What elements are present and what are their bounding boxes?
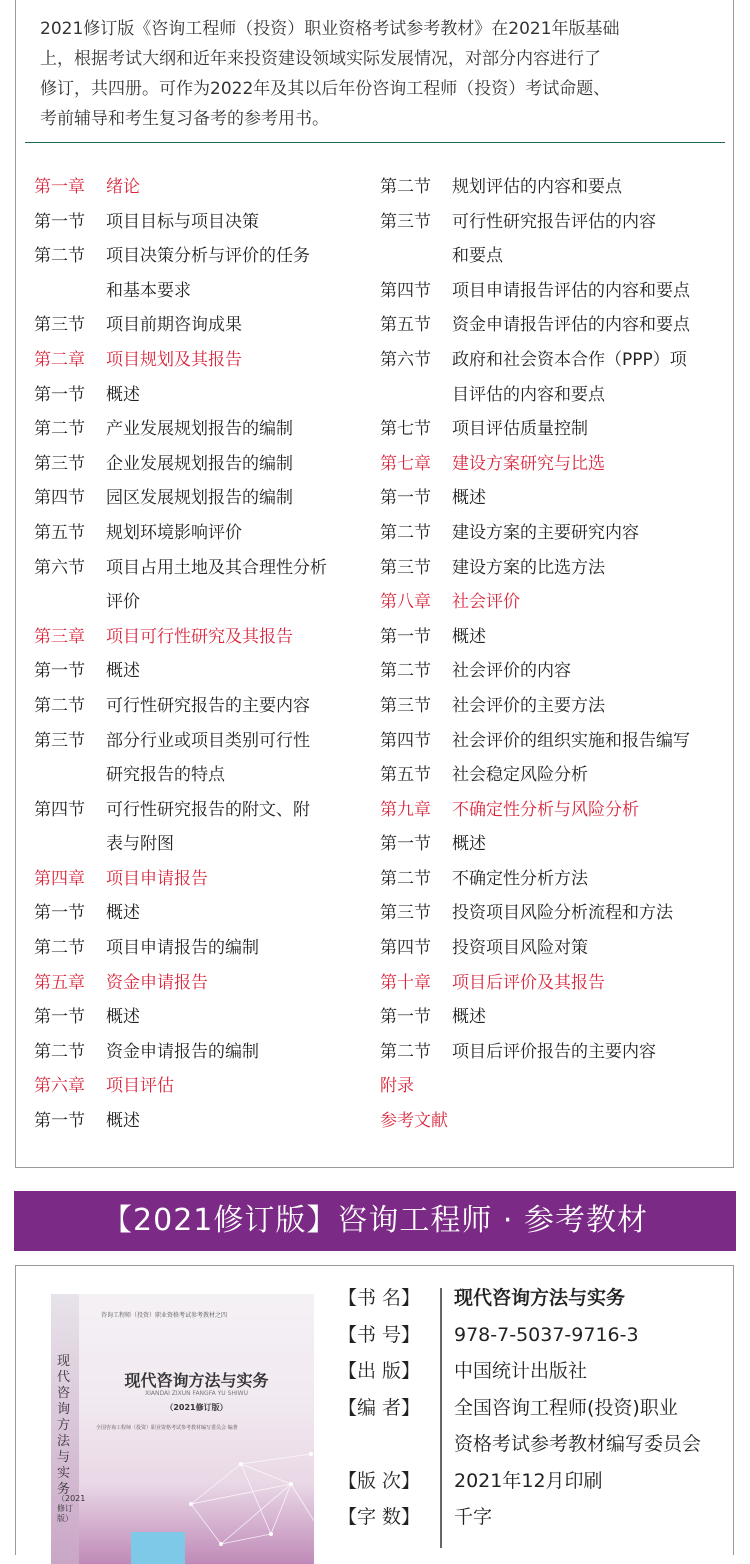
toc-section (380, 481, 730, 516)
toc-right-column (380, 170, 730, 1139)
toc-section (34, 481, 374, 516)
toc-text: 项目后评价报告的主要内容 (452, 1041, 656, 1062)
toc-text: 项目前期咨询成果 (106, 315, 242, 336)
toc-label: 第三节 (34, 315, 85, 336)
intro-line: 考前辅导和考生复习备考的参考用书。 (40, 109, 329, 129)
toc-label: 第一节 (34, 1111, 85, 1132)
toc-text: 社会稳定风险分析 (452, 765, 588, 786)
book-info-panel (15, 1265, 734, 1555)
toc-text: 项目申请报告的编制 (106, 938, 259, 959)
toc-section (380, 343, 730, 378)
toc-text: 部分行业或项目类别可行性 (106, 730, 310, 751)
toc-label: 第七章 (380, 453, 431, 474)
toc-section (380, 654, 730, 689)
toc-label: 第五节 (380, 765, 431, 786)
toc-text: 概述 (106, 384, 140, 405)
info-value: 现代咨询方法与实务 (454, 1287, 626, 1309)
toc-label: 第一节 (34, 211, 85, 232)
toc-section (34, 308, 374, 343)
toc-chapter (380, 585, 730, 620)
toc-text: 附录 (380, 1076, 414, 1097)
toc-section (380, 205, 730, 240)
toc-label: 第三节 (380, 903, 431, 924)
network-graphic (181, 1444, 314, 1564)
cover-accent (131, 1532, 185, 1564)
toc-label: 第二节 (380, 522, 431, 543)
toc-section (380, 551, 730, 586)
toc-text: 资金申请报告 (106, 972, 208, 993)
toc-section (380, 170, 730, 205)
toc-label: 第一节 (34, 903, 85, 924)
book-cover-image (51, 1294, 314, 1564)
toc-label: 第四章 (34, 868, 85, 889)
toc-section (380, 689, 730, 724)
toc-text: 项目评估质量控制 (452, 419, 588, 440)
cover-publisher: 全国咨询工程师（投资）职业资格考试参考教材编写委员会 编著 (96, 1425, 238, 1431)
toc-chapter (34, 620, 374, 655)
toc-section (380, 1035, 730, 1070)
intro-line: 2021修订版《咨询工程师（投资）职业资格考试参考教材》在2021年版基础 (40, 19, 620, 39)
toc-text: 社会评价的内容 (452, 661, 571, 682)
toc-section (34, 1000, 374, 1035)
info-key: 【编 者】 (338, 1396, 421, 1419)
toc-section (34, 1035, 374, 1070)
toc-label: 第四节 (34, 488, 85, 509)
toc-text: 目评估的内容和要点 (452, 384, 605, 405)
toc-text: 政府和社会资本合作（PPP）项 (452, 349, 687, 370)
toc-text: 项目占用土地及其合理性分析 (106, 557, 327, 578)
toc-label: 第二章 (34, 349, 85, 370)
toc-text: 概述 (452, 834, 486, 855)
toc-text: 概述 (106, 903, 140, 924)
toc-section (380, 308, 730, 343)
info-value: 中国统计出版社 (454, 1360, 588, 1382)
toc-label: 第七节 (380, 419, 431, 440)
toc-section (34, 516, 374, 551)
toc-chapter (34, 966, 374, 1001)
toc-continuation (380, 378, 730, 413)
toc-text: 绪论 (106, 177, 140, 197)
toc-label: 第五章 (34, 972, 85, 993)
toc-label: 第二节 (34, 938, 85, 959)
toc-text: 概述 (106, 1007, 140, 1028)
toc-label: 第十章 (380, 972, 431, 993)
toc-continuation (380, 239, 730, 274)
toc-text: 概述 (452, 1007, 486, 1028)
toc-section (34, 724, 374, 759)
toc-label: 第一节 (380, 626, 431, 647)
toc-section (34, 654, 374, 689)
toc-text: 建设方案的主要研究内容 (452, 522, 639, 543)
toc-section (380, 862, 730, 897)
toc-text: 和要点 (452, 246, 503, 267)
toc-text: 不确定性分析与风险分析 (452, 799, 639, 820)
toc-label: 第二节 (34, 1041, 85, 1062)
intro-text (40, 14, 705, 134)
toc-label: 第二节 (380, 177, 431, 197)
toc-section (34, 551, 374, 586)
toc-text: 资金申请报告评估的内容和要点 (452, 315, 690, 336)
toc-text: 和基本要求 (106, 280, 191, 301)
toc-section (34, 447, 374, 482)
toc-text: 项目规划及其报告 (106, 349, 242, 370)
toc-text: 不确定性分析方法 (452, 868, 588, 889)
info-row (338, 1426, 701, 1463)
toc-text: 社会评价的主要方法 (452, 695, 605, 716)
toc-section (34, 412, 374, 447)
toc-text: 项目决策分析与评价的任务 (106, 246, 310, 267)
book-spine (51, 1294, 86, 1564)
info-value: 全国咨询工程师(投资)职业 (454, 1396, 678, 1419)
toc-text: 规划评估的内容和要点 (452, 177, 622, 197)
toc-text: 投资项目风险对策 (452, 938, 588, 959)
toc-label: 第一节 (34, 661, 85, 682)
toc-label: 第二节 (380, 661, 431, 682)
toc-label: 第五节 (34, 522, 85, 543)
toc-text: 项目评估 (106, 1076, 174, 1097)
toc-section (34, 689, 374, 724)
toc-label: 第三节 (34, 730, 85, 751)
toc-section (380, 1000, 730, 1035)
toc-text: 建设方案的比选方法 (452, 557, 605, 578)
toc-chapter (34, 170, 374, 205)
toc-text: 资金申请报告的编制 (106, 1041, 259, 1062)
toc-label: 第三节 (34, 453, 85, 474)
info-key: 【版 次】 (338, 1469, 421, 1492)
toc-continuation (34, 827, 374, 862)
cover-title: 现代咨询方法与实务 (124, 1371, 269, 1390)
toc-label: 第一章 (34, 177, 85, 197)
toc-label: 第一节 (34, 1007, 85, 1028)
intro-line: 上，根据考试大纲和近年来投资建设领域实际发展情况，对部分内容进行了 (40, 49, 601, 69)
info-row (338, 1463, 701, 1500)
toc-section (380, 620, 730, 655)
toc-label: 第四节 (380, 730, 431, 751)
toc-text: 概述 (452, 488, 486, 509)
toc-label: 第三节 (380, 211, 431, 232)
toc-label: 第五节 (380, 315, 431, 336)
cover-edition: （2021修订版） (165, 1403, 228, 1412)
toc-label: 第二节 (34, 246, 85, 267)
toc-text: 社会评价 (452, 592, 520, 613)
toc-label: 第八章 (380, 592, 431, 613)
toc-section (34, 378, 374, 413)
toc-appendix (380, 1069, 730, 1104)
toc-text: 项目后评价及其报告 (452, 972, 605, 993)
toc-text: 项目申请报告评估的内容和要点 (452, 280, 690, 301)
toc-label: 第四节 (34, 799, 85, 820)
toc-chapter (380, 966, 730, 1001)
toc-text: 评价 (106, 592, 140, 613)
info-value: 978-7-5037-9716-3 (454, 1323, 639, 1346)
info-key: 【出 版】 (338, 1360, 421, 1382)
toc-appendix (380, 1104, 730, 1139)
toc-text: 研究报告的特点 (106, 765, 225, 786)
toc-label: 第六章 (34, 1076, 85, 1097)
info-row (338, 1390, 701, 1427)
toc-text: 规划环境影响评价 (106, 522, 242, 543)
toc-section (34, 793, 374, 828)
toc-text: 概述 (452, 626, 486, 647)
toc-section (380, 274, 730, 309)
toc-chapter (380, 793, 730, 828)
info-key: 【书 名】 (338, 1287, 421, 1309)
toc-left-column (34, 170, 374, 1139)
toc-section (380, 758, 730, 793)
cover-pinyin: XIANDAI ZIXUN FANGFA YU SHIWU (145, 1390, 248, 1397)
toc-label: 第三节 (380, 557, 431, 578)
toc-chapter (380, 447, 730, 482)
toc-label: 第三章 (34, 626, 85, 647)
toc-section (380, 724, 730, 759)
spine-edition: （2021修订版） (57, 1494, 86, 1523)
toc-section (380, 516, 730, 551)
toc-text: 可行性研究报告的主要内容 (106, 695, 310, 716)
toc-chapter (34, 862, 374, 897)
toc-label: 第六节 (34, 557, 85, 578)
toc-section (34, 239, 374, 274)
toc-text: 企业发展规划报告的编制 (106, 453, 293, 474)
info-value: 资格考试参考教材编写委员会 (454, 1433, 702, 1455)
spine-title: 现代咨询方法与实务 (57, 1354, 71, 1497)
toc-label: 第六节 (380, 349, 431, 370)
toc-section (380, 931, 730, 966)
toc-label: 第四节 (380, 280, 431, 301)
book-info-list (338, 1280, 701, 1536)
toc-text: 项目目标与项目决策 (106, 211, 259, 232)
info-row (338, 1317, 701, 1354)
toc-label: 第二节 (34, 419, 85, 440)
toc-label: 第四节 (380, 938, 431, 959)
info-key: 【书 号】 (338, 1323, 421, 1346)
toc-text: 投资项目风险分析流程和方法 (452, 903, 673, 924)
toc-text: 社会评价的组织实施和报告编写 (452, 730, 690, 751)
toc-section (380, 412, 730, 447)
toc-text: 建设方案研究与比选 (452, 453, 605, 474)
toc-label: 第三节 (380, 695, 431, 716)
info-key (338, 1426, 438, 1463)
toc-text: 概述 (106, 1111, 140, 1132)
toc-text: 可行性研究报告评估的内容 (452, 211, 656, 232)
toc-section (34, 931, 374, 966)
divider (25, 142, 725, 143)
toc-text: 概述 (106, 661, 140, 682)
toc-label: 第一节 (380, 834, 431, 855)
info-row (338, 1499, 701, 1536)
toc-label: 第一节 (380, 488, 431, 509)
toc-section (380, 896, 730, 931)
toc-chapter (34, 343, 374, 378)
toc-text: 项目申请报告 (106, 868, 208, 889)
toc-text: 参考文献 (380, 1111, 448, 1132)
toc-label: 第一节 (34, 384, 85, 405)
toc-continuation (34, 585, 374, 620)
toc-section (34, 896, 374, 931)
intro-line: 修订，共四册。可作为2022年及其以后年份咨询工程师（投资）考试命题、 (40, 79, 611, 99)
info-row (338, 1280, 701, 1317)
info-row (338, 1353, 701, 1390)
toc-text: 产业发展规划报告的编制 (106, 419, 293, 440)
info-value: 2021年12月印刷 (454, 1469, 603, 1492)
toc-label: 第二节 (380, 1041, 431, 1062)
cover-series: 咨询工程师（投资）职业资格考试参考教材之四 (101, 1312, 228, 1319)
toc-label: 第二节 (34, 695, 85, 716)
toc-label: 第九章 (380, 799, 431, 820)
toc-label: 第一节 (380, 1007, 431, 1028)
toc-text: 可行性研究报告的附文、附 (106, 799, 310, 820)
toc-continuation (34, 758, 374, 793)
toc-section (34, 205, 374, 240)
toc-text: 表与附图 (106, 834, 174, 855)
edition-banner: 【2021修订版】咨询工程师 · 参考教材 (14, 1191, 736, 1251)
toc-continuation (34, 274, 374, 309)
toc-section (34, 1104, 374, 1139)
toc-text: 园区发展规划报告的编制 (106, 488, 293, 509)
toc-section (380, 827, 730, 862)
toc-label: 第二节 (380, 868, 431, 889)
toc-chapter (34, 1069, 374, 1104)
info-key: 【字 数】 (338, 1506, 421, 1528)
info-value: 千字 (454, 1506, 493, 1528)
toc-text: 项目可行性研究及其报告 (106, 626, 293, 647)
